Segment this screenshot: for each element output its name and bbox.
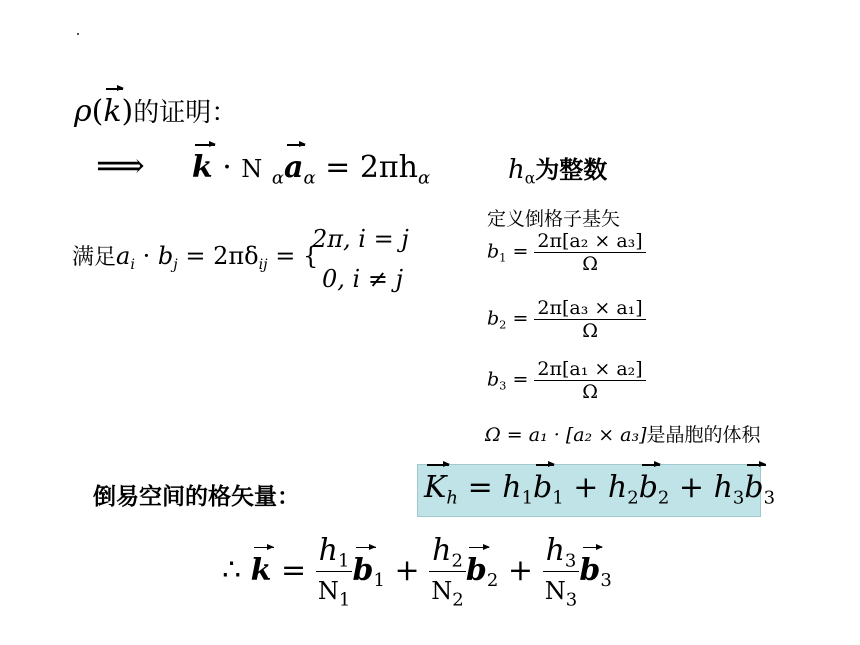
denominator	[543, 572, 580, 610]
sub: 1	[499, 250, 507, 265]
dot: ·	[222, 150, 232, 185]
N-symbol: N	[241, 155, 263, 183]
h: h	[318, 533, 338, 568]
sub: h	[446, 487, 459, 509]
sub: 1	[521, 487, 534, 509]
numerator	[316, 533, 353, 572]
b-symbol: b	[487, 307, 500, 330]
lattice-vector-formula	[424, 470, 775, 508]
b2-def: $b_2$ = $\frac{\text{2π[a₃ × a₁]}}{\Omega}$	[487, 297, 646, 342]
alpha-sub: α	[417, 167, 431, 189]
fraction	[534, 358, 645, 403]
h: h	[432, 533, 452, 568]
alpha-sub: α	[524, 169, 536, 188]
b-vector: b	[533, 470, 553, 505]
sub: 1	[373, 570, 385, 592]
brace: = {	[275, 242, 319, 270]
sub: 2	[657, 487, 670, 509]
b-bold: b	[579, 552, 601, 588]
b-vector: b	[638, 470, 658, 505]
omega-text: 是晶胞的体积	[646, 424, 761, 446]
fraction	[534, 297, 645, 342]
term: + h	[678, 470, 733, 505]
proof-text: 的证明：	[133, 98, 238, 128]
b3-def: $b_3$ = $\frac{\text{2π[a₁ × a₂]}}{\Omega}$	[487, 358, 646, 403]
equation-1	[96, 146, 430, 188]
k-bold: k	[191, 150, 213, 185]
sub: i	[130, 257, 135, 274]
numerator: 2π[a₂ × a₃]	[534, 230, 645, 253]
eq: = 2πδ	[185, 242, 259, 270]
eq: =	[280, 552, 307, 588]
b-bold: b	[352, 552, 374, 588]
a-bold: a	[283, 150, 304, 185]
fraction-2	[429, 533, 466, 611]
N: N	[544, 577, 566, 606]
paren: (	[91, 94, 104, 129]
sub: 2	[452, 589, 464, 611]
h: h	[545, 533, 565, 568]
a-symbol: a	[116, 242, 131, 270]
condition-label: 满足	[72, 245, 117, 270]
sub: 2	[499, 317, 507, 332]
proof-heading	[74, 92, 237, 129]
sub: 2	[486, 570, 499, 592]
sub: ij	[258, 257, 268, 274]
omega-formula: Ω = a₁ · [a₂ × a₃]	[485, 424, 647, 446]
sub: 3	[732, 487, 745, 509]
k-bold: k	[250, 552, 272, 588]
plus: +	[507, 552, 534, 588]
rho-symbol: ρ	[74, 94, 92, 129]
b-vector: b	[744, 470, 764, 505]
denominator	[429, 572, 466, 610]
denominator	[316, 572, 353, 610]
term: = h	[467, 470, 522, 505]
omega-def	[485, 420, 761, 447]
numerator	[429, 533, 466, 572]
denominator: Ω	[582, 381, 598, 403]
b1-def: $b_1$ = $\frac{\text{2π[a₂ × a₃]}}{\Omega}$	[487, 230, 646, 275]
sub: 2	[451, 550, 463, 572]
K-vector: K	[424, 470, 447, 505]
numerator: 2π[a₁ × a₂]	[534, 358, 645, 381]
final-equation	[222, 533, 612, 611]
sub: 3	[600, 570, 612, 592]
integer-text: 为整数	[535, 156, 608, 184]
N: N	[317, 577, 339, 606]
paren: )	[121, 94, 134, 129]
sub: 2	[627, 487, 639, 509]
sub: 3	[564, 550, 577, 572]
sub: 3	[499, 378, 507, 393]
b-symbol: b	[487, 240, 500, 263]
condition	[72, 240, 318, 273]
therefore: ∴	[222, 552, 242, 588]
dot: ·	[142, 242, 151, 270]
fraction-1	[316, 533, 353, 611]
fraction	[534, 230, 645, 275]
integer-note	[508, 150, 607, 187]
fraction-3	[543, 533, 580, 611]
numerator	[543, 533, 580, 572]
numerator: 2π[a₃ × a₁]	[534, 297, 645, 320]
b-bold: b	[465, 552, 487, 588]
rhs: = 2πh	[325, 150, 418, 185]
denominator: Ω	[582, 320, 598, 342]
decor-dot	[77, 33, 79, 35]
plus: +	[394, 552, 420, 588]
alpha-sub: α	[271, 167, 284, 189]
case-2: 0, i ≠ j	[322, 265, 404, 293]
k-vector: k	[103, 94, 122, 129]
sub: 1	[338, 589, 351, 611]
lattice-vector-label: 倒易空间的格矢量：	[93, 484, 300, 510]
sub: 1	[552, 487, 564, 509]
sub: 1	[338, 550, 350, 572]
denominator: Ω	[582, 253, 598, 275]
implies-arrow: ⟹	[96, 146, 145, 186]
N: N	[431, 577, 453, 606]
sub: 3	[763, 487, 776, 509]
reciprocal-title: 定义倒格子基矢	[487, 208, 621, 230]
alpha-sub: α	[303, 167, 316, 189]
term: + h	[573, 470, 628, 505]
sub: 3	[565, 589, 578, 611]
b-symbol: b	[157, 242, 174, 270]
b-symbol: b	[487, 368, 500, 391]
h-symbol: h	[508, 155, 525, 185]
sub: j	[173, 257, 178, 274]
case-1: 2π, i = j	[312, 225, 409, 253]
